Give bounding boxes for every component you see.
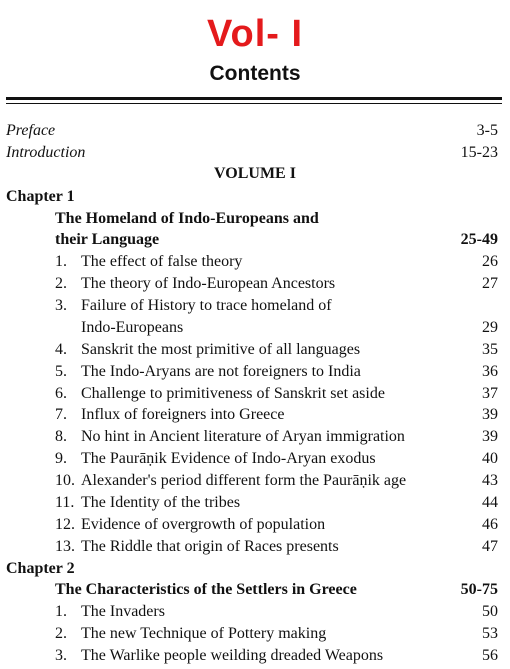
entry-page: 40 (482, 450, 498, 467)
entry-title: The Riddle that origin of Races presents (81, 538, 339, 555)
thick-divider (6, 97, 502, 100)
toc-entry (55, 537, 339, 557)
toc-entry (55, 427, 405, 447)
entry-page: 56 (482, 647, 498, 664)
entry-page: 44 (482, 494, 498, 511)
entry-number: 5. (55, 363, 67, 380)
entry-title: The new Technique of Pottery making (81, 625, 327, 642)
toc-entry (55, 646, 383, 666)
entry-title: The Indo-Aryans are not foreigners to India (81, 363, 361, 380)
volume-heading: VOLUME I (214, 165, 296, 182)
toc-entry (55, 602, 165, 622)
preface-pages: 3-5 (476, 122, 498, 139)
toc-entry (55, 252, 242, 272)
entry-page: 35 (482, 341, 498, 358)
chapter-1-pages: 25-49 (460, 231, 498, 248)
toc-entry (55, 493, 240, 513)
entry-title: No hint in Ancient literature of Aryan immigration (81, 428, 405, 445)
contents-title: Contents (209, 62, 301, 85)
entry-number: 2. (55, 275, 67, 292)
entry-number: 3. (55, 647, 67, 664)
entry-title-continued: Indo-Europeans (81, 319, 184, 336)
entry-number: 11. (55, 494, 75, 511)
entry-number: 8. (55, 428, 67, 445)
entry-number: 7. (55, 406, 67, 423)
entry-number: 1. (55, 253, 67, 270)
entry-number: 3. (55, 297, 67, 314)
entry-page: 50 (482, 603, 498, 620)
toc-entry (55, 362, 361, 382)
chapter-2-title: The Characteristics of the Settlers in Greece (55, 581, 357, 598)
toc-entry (55, 340, 360, 360)
chapter-1-label: Chapter 1 (6, 188, 75, 205)
entry-title: The Invaders (81, 603, 165, 620)
toc-entry (55, 405, 284, 425)
entry-page: 37 (482, 385, 498, 402)
entry-title: The theory of Indo-European Ancestors (81, 275, 336, 292)
entry-title: Challenge to primitiveness of Sanskrit set aside (81, 385, 385, 402)
toc-entry (55, 274, 335, 294)
thin-divider (6, 103, 502, 104)
entry-title: Influx of foreigners into Greece (81, 406, 285, 423)
toc-entry (55, 449, 376, 469)
entry-title: The Identity of the tribes (81, 494, 241, 511)
entry-page: 36 (482, 363, 498, 380)
entry-title: The Paurāṇik Evidence of Indo-Aryan exodus (81, 450, 376, 467)
entry-page: 29 (482, 319, 498, 336)
entry-number: 1. (55, 603, 67, 620)
entry-page: 53 (482, 625, 498, 642)
introduction-label: Introduction (6, 144, 86, 161)
entry-page: 47 (482, 538, 498, 555)
entry-title: The effect of false theory (81, 253, 243, 270)
entry-number: 12. (55, 516, 75, 533)
entry-page: 43 (482, 472, 498, 489)
preface-label: Preface (6, 122, 56, 139)
entry-number: 10. (55, 472, 75, 489)
entry-title: The Warlike people weilding dreaded Weapons (81, 647, 384, 664)
entry-number: 13. (55, 538, 75, 555)
toc-entry (55, 624, 326, 644)
chapter-2-label: Chapter 2 (6, 560, 75, 577)
entry-page: 39 (482, 428, 498, 445)
entry-title: Evidence of overgrowth of population (81, 516, 326, 533)
entry-number: 4. (55, 341, 67, 358)
volume-title: Vol- I (206, 13, 304, 55)
chapter-2-pages: 50-75 (460, 581, 498, 598)
toc-entry (55, 515, 325, 535)
entry-title: Failure of History to trace homeland of (81, 297, 332, 314)
chapter-1-title-line2: their Language (55, 231, 160, 248)
chapter-1-title-line1: The Homeland of Indo-Europeans and (55, 210, 319, 227)
entry-number: 2. (55, 625, 67, 642)
entry-page: 26 (482, 253, 498, 270)
toc-entry (55, 296, 332, 316)
entry-title: Alexander's period different form the Paurāṇik age (81, 472, 407, 489)
entry-number: 9. (55, 450, 67, 467)
introduction-pages: 15-23 (460, 144, 498, 161)
entry-page: 27 (482, 275, 498, 292)
toc-entry (55, 471, 406, 491)
entry-page: 46 (482, 516, 498, 533)
entry-page: 39 (482, 406, 498, 423)
entry-number: 6. (55, 385, 67, 402)
entry-title: Sanskrit the most primitive of all languages (81, 341, 361, 358)
toc-entry (55, 384, 385, 404)
